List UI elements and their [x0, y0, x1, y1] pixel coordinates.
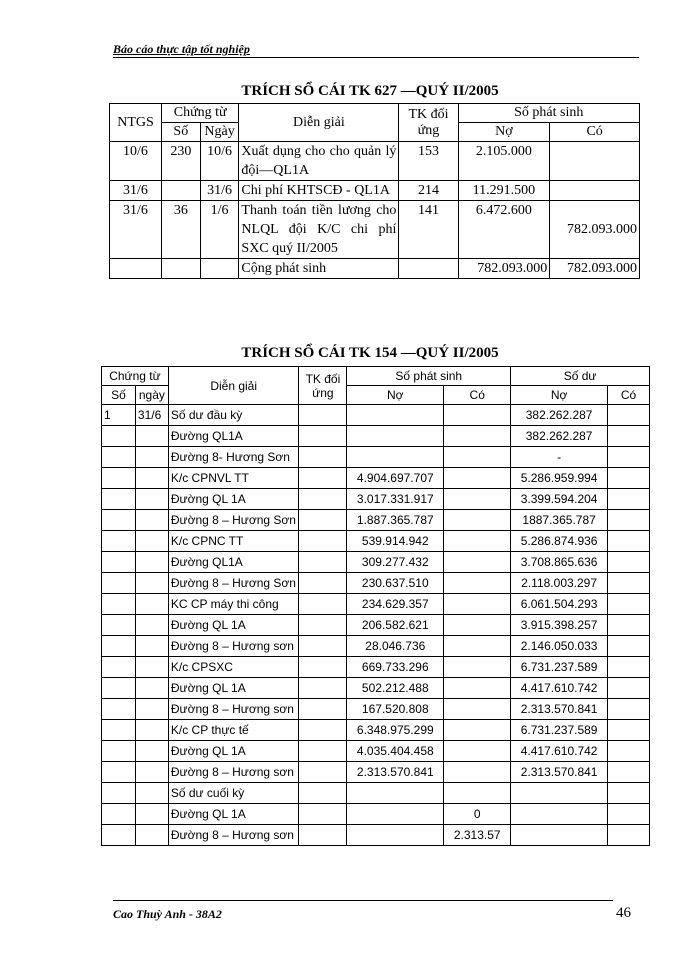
cell-du-no: 4.417.610.742 [511, 678, 608, 699]
cell-dien-giai: Đường QL 1A [168, 615, 299, 636]
cell-empty [110, 259, 162, 279]
col-ntgs: NTGS [110, 104, 162, 142]
cell-du-no: 3.708.865.636 [511, 552, 608, 573]
cell-du-no: 6.731.237.589 [511, 720, 608, 741]
cell-dien-giai: Đường QL1A [168, 426, 299, 447]
cell-du-co [608, 657, 650, 678]
cell-so: 36 [161, 201, 200, 259]
cell-ps-co [444, 426, 511, 447]
cell-dien-giai: Số dư đầu kỳ [168, 405, 299, 426]
table-row [102, 426, 650, 447]
cell-ngay [135, 468, 168, 489]
col-ngay: ngày [135, 386, 168, 405]
cell-du-co [608, 636, 650, 657]
cell-tk [299, 573, 347, 594]
cell-dien-giai: K/c CPNVL TT [168, 468, 299, 489]
cell-tk [299, 825, 347, 846]
cell-dien-giai: Số dư cuối kỳ [168, 783, 299, 804]
cell-tk [299, 552, 347, 573]
total-row [110, 259, 640, 279]
cell-ngay [135, 573, 168, 594]
cell-du-no: 382.262.287 [511, 426, 608, 447]
cell-du-co [608, 468, 650, 489]
cell-ngay: 31/6 [135, 405, 168, 426]
cell-co [550, 142, 640, 181]
cell-ps-co [444, 573, 511, 594]
cell-ngay [135, 489, 168, 510]
cell-du-no: 2.146.050.033 [511, 636, 608, 657]
cell-ps-co [444, 699, 511, 720]
cell-so [102, 741, 136, 762]
col-dien-giai: Diễn giải [239, 104, 399, 142]
cell-ps-co [444, 636, 511, 657]
cell-du-no [511, 825, 608, 846]
cell-no: 11.291.500 [458, 181, 550, 201]
cell-dien-giai: Đường QL 1A [168, 804, 299, 825]
cell-du-no: 2.118.003.297 [511, 573, 608, 594]
cell-co: 782.093.000 [550, 201, 640, 259]
cell-ps-co [444, 657, 511, 678]
total-label: Cộng phát sinh [239, 259, 399, 279]
cell-so [102, 552, 136, 573]
cell-du-co [608, 510, 650, 531]
cell-du-no [511, 783, 608, 804]
cell-ngay: 1/6 [200, 201, 239, 259]
cell-du-co [608, 804, 650, 825]
cell-du-no: 2.313.570.841 [511, 699, 608, 720]
cell-ngay [135, 804, 168, 825]
cell-ntgs: 10/6 [110, 142, 162, 181]
cell-so [102, 783, 136, 804]
cell-tk [299, 741, 347, 762]
table-row [102, 573, 650, 594]
table-row [102, 825, 650, 846]
table-row [102, 615, 650, 636]
cell-du-co [608, 447, 650, 468]
cell-ngay [135, 594, 168, 615]
table-row [102, 510, 650, 531]
cell-dien-giai: Đường 8 – Hương sơn [168, 762, 299, 783]
cell-ngay: 31/6 [200, 181, 239, 201]
col-no: Nợ [458, 123, 550, 142]
cell-so [102, 573, 136, 594]
cell-ngay [135, 510, 168, 531]
cell-ps-co [444, 405, 511, 426]
cell-du-no: 382.262.287 [511, 405, 608, 426]
cell-ngay [135, 636, 168, 657]
cell-du-co [608, 594, 650, 615]
cell-ps-co [444, 468, 511, 489]
cell-ps-no: 1.887.365.787 [347, 510, 444, 531]
cell-ps-no: 4.904.697.707 [347, 468, 444, 489]
cell-so: 230 [161, 142, 200, 181]
cell-du-co [608, 720, 650, 741]
cell-ntgs: 31/6 [110, 181, 162, 201]
cell-du-no: 2.313.570.841 [511, 762, 608, 783]
col-ngay: Ngày [200, 123, 239, 142]
table-row [110, 181, 640, 201]
cell-dien-giai: Thanh toán tiền lương cho NLQL đội K/C chi phí SXC quý II/2005 [239, 201, 399, 259]
cell-tk [299, 636, 347, 657]
cell-ntgs: 31/6 [110, 201, 162, 259]
cell-ps-no: 3.017.331.917 [347, 489, 444, 510]
table2-title: TRÍCH SỔ CÁI TK 154 —QUÝ II/2005 [241, 345, 499, 361]
table-row [102, 636, 650, 657]
cell-du-co [608, 426, 650, 447]
cell-du-co [608, 405, 650, 426]
cell-du-no: 5.286.959.994 [511, 468, 608, 489]
table1-title: TRÍCH SỔ CÁI TK 627 —QUÝ II/2005 [241, 83, 499, 99]
col-tk-doi-ung: TK đối ứng [399, 104, 458, 142]
table-row [102, 762, 650, 783]
cell-du-no [511, 804, 608, 825]
cell-tk [299, 468, 347, 489]
cell-ps-co [444, 783, 511, 804]
cell-so [102, 678, 136, 699]
col-chung-tu: Chứng từ [161, 104, 238, 123]
cell-tk: 153 [399, 142, 458, 181]
cell-du-co [608, 699, 650, 720]
cell-ngay [135, 720, 168, 741]
cell-tk [299, 699, 347, 720]
cell-du-no: - [511, 447, 608, 468]
col-so: Số [161, 123, 200, 142]
cell-du-co [608, 489, 650, 510]
cell-ps-no: 4.035.404.458 [347, 741, 444, 762]
cell-tk [299, 720, 347, 741]
table-row [102, 468, 650, 489]
cell-ngay: 10/6 [200, 142, 239, 181]
cell-so [102, 825, 136, 846]
cell-so [102, 762, 136, 783]
cell-tk [299, 426, 347, 447]
page-number: 46 [616, 905, 631, 921]
cell-so: 1 [102, 405, 136, 426]
cell-dien-giai: Đường 8 – Hương sơn [168, 825, 299, 846]
ledger-table-627 [109, 103, 640, 279]
cell-ngay [135, 783, 168, 804]
cell-du-no: 6.061.504.293 [511, 594, 608, 615]
cell-tk [299, 510, 347, 531]
cell-ps-no: 28.046.736 [347, 636, 444, 657]
cell-du-no: 4.417.610.742 [511, 741, 608, 762]
table-row [102, 741, 650, 762]
cell-tk: 214 [399, 181, 458, 201]
cell-du-co [608, 573, 650, 594]
cell-no: 2.105.000 [458, 142, 550, 181]
table-row [102, 405, 650, 426]
cell-ps-no: 234.629.357 [347, 594, 444, 615]
cell-so [102, 594, 136, 615]
cell-ps-co [444, 531, 511, 552]
table-row [102, 657, 650, 678]
table-row [102, 783, 650, 804]
cell-ps-no: 6.348.975.299 [347, 720, 444, 741]
cell-so [102, 699, 136, 720]
col-co: Có [550, 123, 640, 142]
cell-dien-giai: Đường 8- Hương Sơn [168, 447, 299, 468]
col-dien-giai: Diễn giải [168, 367, 299, 405]
cell-so [102, 489, 136, 510]
col-ps-co: Có [444, 386, 511, 405]
table-row [102, 594, 650, 615]
col-ps-no: Nợ [347, 386, 444, 405]
cell-ps-no: 502.212.488 [347, 678, 444, 699]
table-row [102, 447, 650, 468]
cell-ps-co [444, 447, 511, 468]
cell-dien-giai: Đường 8 – Hương sơn [168, 636, 299, 657]
table-row [102, 678, 650, 699]
cell-so [102, 720, 136, 741]
cell-du-co [608, 762, 650, 783]
cell-tk [299, 447, 347, 468]
table-row [102, 699, 650, 720]
cell-so [161, 181, 200, 201]
cell-dien-giai: Xuất dụng cho cho quản lý đội—QL1A [239, 142, 399, 181]
cell-ps-no: 309.277.432 [347, 552, 444, 573]
cell-ps-co [444, 741, 511, 762]
cell-co [550, 181, 640, 201]
col-so: Số [102, 386, 136, 405]
cell-dien-giai: Đường QL1A [168, 552, 299, 573]
cell-dien-giai: K/c CP thực tế [168, 720, 299, 741]
cell-ps-co [444, 615, 511, 636]
cell-tk [299, 489, 347, 510]
cell-dien-giai: Đường 8 – Hương sơn [168, 699, 299, 720]
cell-du-no: 5.286.874.936 [511, 531, 608, 552]
cell-ngay [135, 615, 168, 636]
cell-du-co [608, 783, 650, 804]
total-co: 782.093.000 [550, 259, 640, 279]
cell-ps-co: 0 [444, 804, 511, 825]
col-so-du: Số dư [511, 367, 650, 386]
cell-ps-co [444, 510, 511, 531]
cell-ps-no [347, 825, 444, 846]
col-tk-doi-ung: TK đối ứng [299, 367, 347, 405]
cell-du-no: 6.731.237.589 [511, 657, 608, 678]
col-du-co: Có [608, 386, 650, 405]
cell-ps-no: 230.637.510 [347, 573, 444, 594]
cell-so [102, 510, 136, 531]
cell-ps-no: 167.520.808 [347, 699, 444, 720]
cell-tk: 141 [399, 201, 458, 259]
cell-dien-giai: Đường 8 – Hương Sơn [168, 510, 299, 531]
cell-ngay [135, 447, 168, 468]
table-row [102, 531, 650, 552]
cell-tk [299, 678, 347, 699]
cell-ps-co [444, 594, 511, 615]
table-row [110, 142, 640, 181]
total-no: 782.093.000 [458, 259, 550, 279]
cell-empty [161, 259, 200, 279]
cell-ngay [135, 657, 168, 678]
cell-du-co [608, 678, 650, 699]
cell-ps-no: 669.733.296 [347, 657, 444, 678]
col-so-phat-sinh: Số phát sinh [347, 367, 511, 386]
cell-tk [299, 405, 347, 426]
table-row [102, 804, 650, 825]
cell-ps-no [347, 804, 444, 825]
header-text: Báo cáo thực tập tốt nghiệp [113, 42, 250, 56]
cell-tk [299, 615, 347, 636]
cell-du-no: 1887.365.787 [511, 510, 608, 531]
cell-ps-co [444, 489, 511, 510]
cell-ps-no: 539.914.942 [347, 531, 444, 552]
cell-ps-no [347, 783, 444, 804]
cell-dien-giai: Chi phí KHTSCĐ - QL1A [239, 181, 399, 201]
cell-du-co [608, 741, 650, 762]
cell-dien-giai: K/c CPNC TT [168, 531, 299, 552]
cell-ps-co [444, 552, 511, 573]
table-row [102, 552, 650, 573]
cell-so [102, 531, 136, 552]
cell-ps-co: 2.313.57 [444, 825, 511, 846]
cell-tk [299, 804, 347, 825]
cell-tk [299, 762, 347, 783]
cell-so [102, 615, 136, 636]
cell-ps-no [347, 447, 444, 468]
page-header [113, 40, 639, 58]
cell-ngay [135, 552, 168, 573]
cell-du-no: 3.399.594.204 [511, 489, 608, 510]
cell-tk [299, 783, 347, 804]
cell-ngay [135, 762, 168, 783]
col-so-phat-sinh: Số phát sinh [458, 104, 639, 123]
cell-tk [299, 657, 347, 678]
cell-dien-giai: Đường QL 1A [168, 489, 299, 510]
cell-dien-giai: Đường 8 – Hương Sơn [168, 573, 299, 594]
cell-ps-no [347, 426, 444, 447]
cell-ngay [135, 825, 168, 846]
cell-empty [399, 259, 458, 279]
cell-empty [200, 259, 239, 279]
cell-dien-giai: Đường QL 1A [168, 741, 299, 762]
cell-ps-co [444, 720, 511, 741]
cell-tk [299, 594, 347, 615]
cell-ps-co [444, 762, 511, 783]
cell-du-co [608, 531, 650, 552]
cell-ngay [135, 426, 168, 447]
ledger-table-154 [101, 366, 650, 846]
table-row [102, 720, 650, 741]
cell-so [102, 447, 136, 468]
cell-ps-co [444, 678, 511, 699]
table-row [110, 201, 640, 259]
cell-so [102, 804, 136, 825]
cell-du-co [608, 552, 650, 573]
page-footer [113, 900, 613, 921]
footer-author: Cao Thuỳ Anh - 38A2 [113, 907, 222, 921]
cell-no: 6.472.600 [458, 201, 550, 259]
cell-du-no: 3.915.398.257 [511, 615, 608, 636]
cell-dien-giai: K/c CPSXC [168, 657, 299, 678]
cell-dien-giai: KC CP máy thi công [168, 594, 299, 615]
cell-ngay [135, 678, 168, 699]
cell-so [102, 636, 136, 657]
table-row [102, 489, 650, 510]
cell-so [102, 657, 136, 678]
col-du-no: Nợ [511, 386, 608, 405]
cell-tk [299, 531, 347, 552]
cell-du-co [608, 825, 650, 846]
cell-ngay [135, 741, 168, 762]
cell-so [102, 426, 136, 447]
cell-ngay [135, 531, 168, 552]
cell-ngay [135, 699, 168, 720]
cell-ps-no: 2.313.570.841 [347, 762, 444, 783]
cell-so [102, 468, 136, 489]
col-chung-tu: Chứng từ [102, 367, 169, 386]
cell-du-co [608, 615, 650, 636]
cell-dien-giai: Đường QL 1A [168, 678, 299, 699]
cell-ps-no [347, 405, 444, 426]
cell-ps-no: 206.582.621 [347, 615, 444, 636]
